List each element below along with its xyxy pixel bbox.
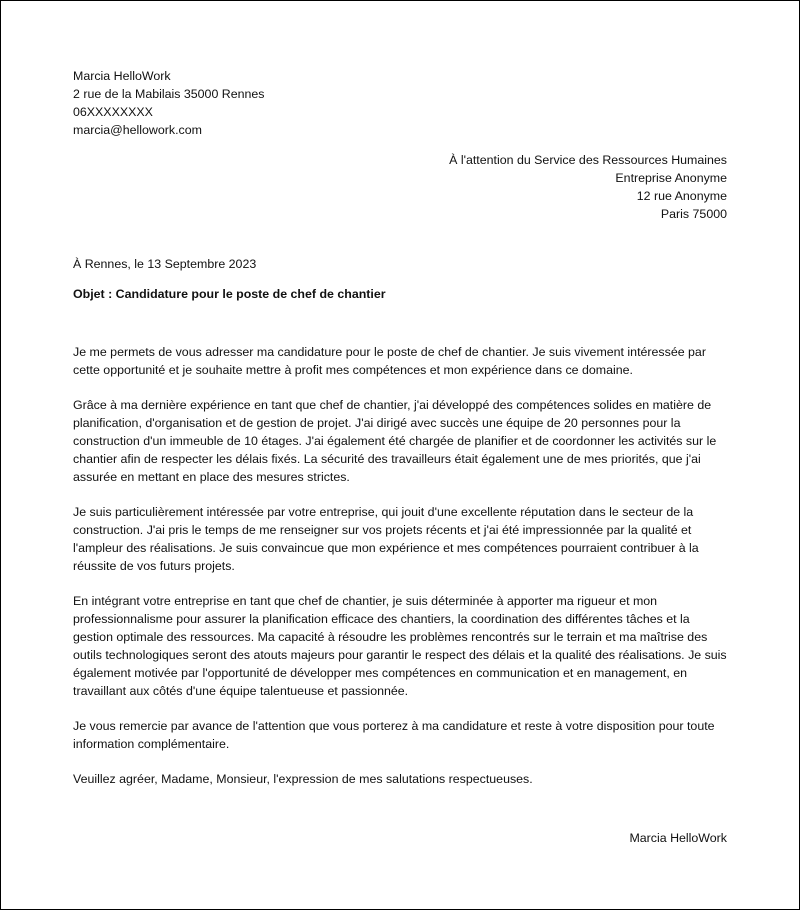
recipient-company: Entreprise Anonyme	[615, 171, 727, 185]
subject-line: Objet : Candidature pour le poste de chef de chantier	[73, 287, 386, 301]
body-paragraph: En intégrant votre entreprise en tant que chef de chantier, je suis déterminée à apporter ma rigueur et mon professionnalisme pour assurer la planification efficace des chantiers, la coordination des différentes tâches et la gestion optimale des ressources. Ma capacité à résoudre les problèmes rencontrés sur le terrain et ma maîtrise des outils technologiques seront des atouts majeurs pour garantir le respect des délais et la qualité des réalisations. Je suis également motivée par l'opportunité de développer mes compétences en communication et en management, en travaillant aux côtés d'une équipe talentueuse et passionnée.	[73, 594, 727, 698]
sender-block	[73, 67, 265, 139]
closing-paragraph: Veuillez agréer, Madame, Monsieur, l'expression de mes salutations respectueuses.	[73, 772, 533, 786]
recipient-street: 12 rue Anonyme	[636, 189, 727, 203]
sender-address: 2 rue de la Mabilais 35000 Rennes	[73, 87, 265, 101]
sender-phone: 06XXXXXXXX	[73, 105, 153, 119]
sender-name: Marcia HelloWork	[73, 69, 171, 83]
body-paragraph: Je me permets de vous adresser ma candidature pour le poste de chef de chantier. Je suis vivement intéressée par cette opportunité et je souhaite mettre à profit mes compétences et mon expérience dans ce domaine.	[73, 345, 706, 377]
recipient-block	[449, 151, 727, 223]
body-paragraph: Je suis particulièrement intéressée par votre entreprise, qui jouit d'une excellente réputation dans le secteur de la construction. J'ai pris le temps de me renseigner sur vos projets récents et j'ai été impressionnée par la qualité et l'ampleur des réalisations. Je suis convaincue que mon expérience et mes compétences pourraient contribuer à la réussite de vos futurs projets.	[73, 505, 699, 573]
date-line: À Rennes, le 13 Septembre 2023	[73, 257, 257, 271]
body-paragraph: Je vous remercie par avance de l'attention que vous porterez à ma candidature et reste à votre disposition pour toute information complémentaire.	[73, 719, 715, 751]
recipient-attention: À l'attention du Service des Ressources Humaines	[449, 153, 727, 167]
letter-body	[73, 343, 733, 805]
signature: Marcia HelloWork	[629, 831, 727, 845]
sender-email: marcia@hellowork.com	[73, 123, 202, 137]
body-paragraph: Grâce à ma dernière expérience en tant que chef de chantier, j'ai développé des compétences solides en matière de planification, d'organisation et de gestion de projet. J'ai dirigé avec succès une équipe de 20 personnes pour la construction d'un immeuble de 10 étages. J'ai également été chargée de planifier et de coordonner les activités sur le chantier afin de respecter les délais fixés. La sécurité des travailleurs était également une de mes priorités, que j'ai assurée en mettant en place des mesures strictes.	[73, 398, 717, 484]
recipient-city: Paris 75000	[660, 207, 727, 221]
